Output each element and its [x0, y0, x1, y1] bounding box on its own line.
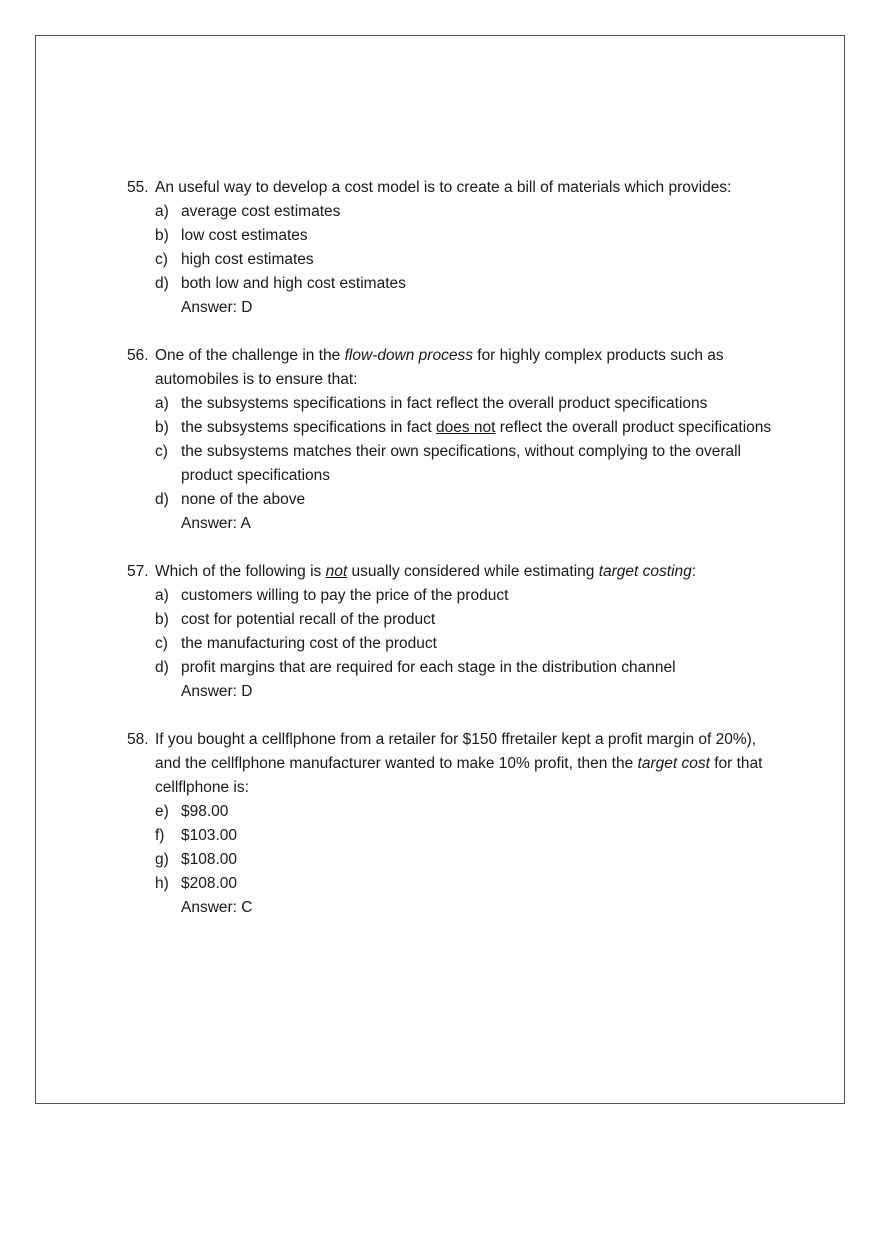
option-g — [127, 848, 777, 872]
option-a — [127, 200, 777, 224]
question-57 — [127, 560, 777, 704]
answer-key: Answer: A — [181, 515, 251, 532]
question-number: 57. — [127, 563, 149, 580]
option-d — [127, 272, 777, 296]
option-b — [127, 608, 777, 632]
option-text: $208.00 — [181, 875, 238, 892]
question-number: 58. — [127, 731, 149, 748]
option-letter: a) — [155, 203, 169, 220]
option-b — [127, 416, 777, 440]
option-text: both low and high cost estimates — [181, 275, 406, 292]
question-number: 56. — [127, 347, 149, 364]
option-d — [127, 656, 777, 680]
question-number: 55. — [127, 179, 149, 196]
option-text: customers willing to pay the price of the product — [181, 587, 509, 604]
option-text-part: reflect the overall product specifications — [495, 419, 772, 436]
option-letter: e) — [155, 803, 169, 820]
option-c — [127, 248, 777, 272]
answer-key: Answer: D — [181, 299, 253, 316]
stem-emphasis: flow-down process — [344, 347, 473, 364]
stem-text: If you bought a cellflphone from a retailer for $150 ffretailer kept a profit margin of 20%), and the cellflphone manufacturer wanted to make 10% profit, then the — [155, 731, 757, 772]
option-text: the subsystems specifications in fact reflect the overall product specifications — [181, 395, 708, 412]
option-text: cost for potential recall of the product — [181, 611, 436, 628]
question-stem — [127, 176, 777, 200]
option-d — [127, 488, 777, 512]
question-stem — [127, 560, 777, 584]
option-c — [127, 632, 777, 656]
question-text — [155, 728, 777, 800]
option-b — [127, 224, 777, 248]
question-text: An useful way to develop a cost model is to create a bill of materials which provides: — [155, 179, 732, 196]
stem-text: usually considered while estimating — [347, 563, 599, 580]
stem-text: for highly complex products such as automobiles is to ensure that: — [155, 347, 724, 388]
option-text: $103.00 — [181, 827, 238, 844]
option-f — [127, 824, 777, 848]
option-e — [127, 800, 777, 824]
question-text — [155, 560, 777, 584]
option-text: high cost estimates — [181, 251, 314, 268]
option-text: $108.00 — [181, 851, 238, 868]
option-letter: d) — [155, 275, 169, 292]
option-letter: h) — [155, 875, 169, 892]
stem-emphasis: target cost — [637, 755, 710, 772]
option-letter: a) — [155, 395, 169, 412]
option-h — [127, 872, 777, 896]
question-56 — [127, 344, 777, 536]
option-text — [181, 416, 777, 440]
stem-emphasis: not — [325, 563, 348, 580]
question-stem — [127, 344, 777, 392]
option-letter: c) — [155, 635, 168, 652]
stem-text: One of the challenge in the — [155, 347, 345, 364]
stem-text: for that cellflphone is: — [155, 755, 763, 796]
option-text-part: the subsystems specifications in fact — [181, 419, 437, 436]
question-list — [127, 176, 777, 944]
question-stem — [127, 728, 777, 800]
answer-key: Answer: C — [181, 899, 253, 916]
option-a — [127, 392, 777, 416]
question-text — [155, 344, 777, 392]
option-letter: b) — [155, 419, 169, 436]
option-letter: a) — [155, 587, 169, 604]
option-letter: g) — [155, 851, 169, 868]
option-text: the subsystems matches their own specifications, without complying to the overall product specifications — [181, 443, 741, 484]
question-58 — [127, 728, 777, 920]
option-text: profit margins that are required for each stage in the distribution channel — [181, 659, 676, 676]
option-letter: d) — [155, 659, 169, 676]
stem-text: : — [691, 563, 697, 580]
option-c — [127, 440, 777, 488]
option-a — [127, 584, 777, 608]
option-letter: b) — [155, 611, 169, 628]
option-letter: d) — [155, 491, 169, 508]
stem-emphasis: target costing — [598, 563, 692, 580]
option-letter: b) — [155, 227, 169, 244]
option-letter: c) — [155, 443, 168, 460]
option-text: none of the above — [181, 491, 306, 508]
question-55 — [127, 176, 777, 320]
option-text: $98.00 — [181, 803, 229, 820]
option-letter: c) — [155, 251, 168, 268]
answer-key: Answer: D — [181, 683, 253, 700]
option-text: average cost estimates — [181, 203, 341, 220]
option-text: low cost estimates — [181, 227, 308, 244]
stem-text: Which of the following is — [155, 563, 326, 580]
option-text: the manufacturing cost of the product — [181, 635, 437, 652]
option-letter: f) — [155, 827, 165, 844]
option-underlined-text: does not — [436, 419, 496, 436]
